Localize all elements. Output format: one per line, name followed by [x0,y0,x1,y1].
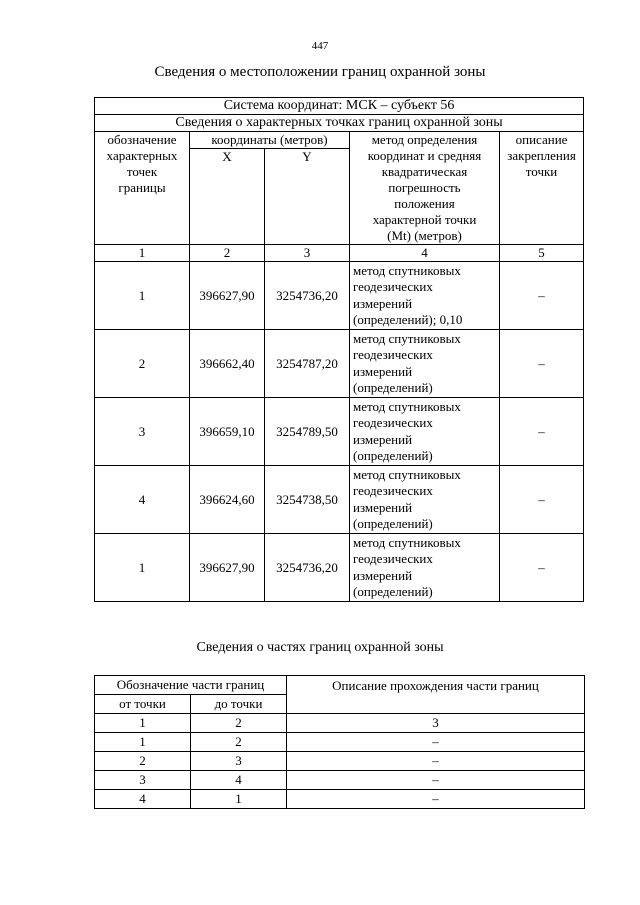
table-row: 2 396662,40 3254787,20 метод спутниковых геодезических измерений (определений) – [95,330,584,398]
points-table-subtitle: Сведения о характерных точках границ охранной зоны [95,115,584,132]
boundary-parts-table [94,675,585,809]
table-row: 4 396624,60 3254738,50 метод спутниковых геодезических измерений (определений) – [95,466,584,534]
header-part-designation: Обозначение части границ [95,676,287,695]
header-point-designation: обозначение характерных точек границы [95,132,190,245]
page-number: 447 [311,40,329,52]
table-row: 1 396627,90 3254736,20 метод спутниковых геодезических измерений (определений) – [95,534,584,602]
header-x: X [190,149,265,245]
header-from-point: от точки [95,695,191,714]
coordinate-system: Система координат: МСК – субъект 56 [95,98,584,115]
table-row: 3 396659,10 3254789,50 метод спутниковых геодезических измерений (определений) – [95,398,584,466]
header-to-point: до точки [191,695,287,714]
table-row: 1 396627,90 3254736,20 метод спутниковых геодезических измерений (определений); 0,10 – [95,262,584,330]
column-numbers-row: 1 2 3 4 5 [95,245,584,262]
boundary-points-table [94,97,584,602]
document-title: Сведения о местоположении границ охранной зоны [154,64,486,80]
header-part-description: Описание прохождения части границ [287,676,585,714]
parts-section-title: Сведения о частях границ охранной зоны [196,640,444,655]
table-row: 1 2 – [95,733,585,752]
table-row: 4 1 – [95,790,585,809]
table-row: 3 4 – [95,771,585,790]
header-coordinates: координаты (метров) [190,132,350,149]
table-row: 2 3 – [95,752,585,771]
column-numbers-row: 1 2 3 [95,714,585,733]
header-y: Y [265,149,350,245]
header-fixing-description: описание закрепления точки [500,132,584,245]
header-method: метод определения координат и средняя квадратическая погрешность положения характерной точки (Mt) (метров) [350,132,500,245]
